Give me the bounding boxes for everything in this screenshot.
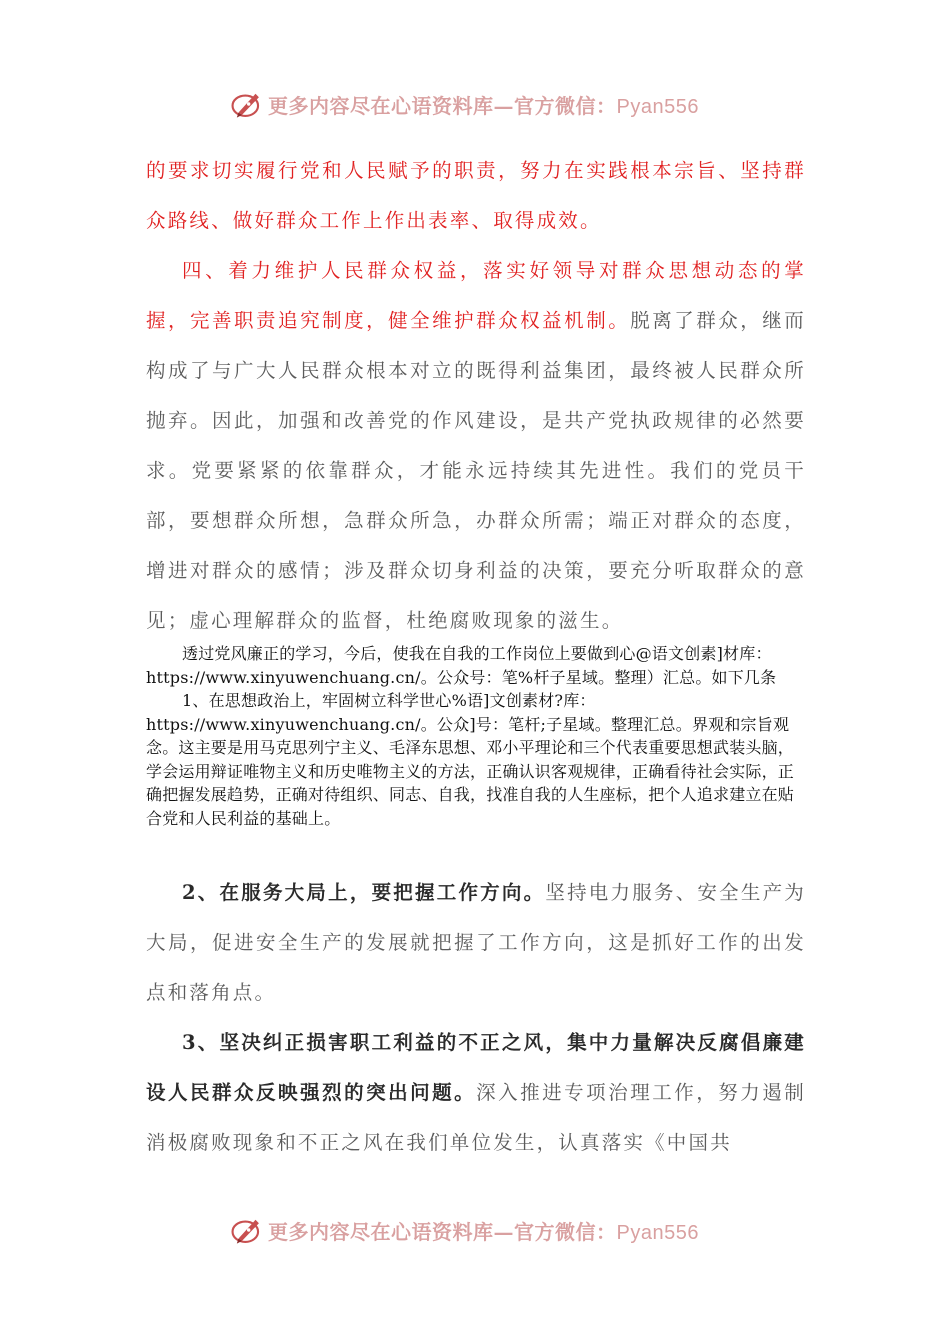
header-banner [230,84,750,124]
study-section [146,642,806,830]
paragraph-5-heading: 2、在服务大局上，要把握工作方向。 [182,881,546,904]
paragraph-2-body: 脱离了群众，继而构成了与广大人民群众根本对立的既得利益集团，最终被人民群众所抛弃。因此，加强和改善党的作风建设，是共产党执政规律的必然要求。党要紧紧的依靠群众，才能永远持续其先进性。我们的党员干部，要想群众所想，急群众所急，办群众所需；端正对群众的态度，增进对群众的感情；涉及群众切身利益的决策，要充分听取群众的意见；虚心理解群众的监督，杜绝腐败现象的滋生。 [146,309,806,632]
paragraph-5-body: 坚持电力服务、安全生产为大局，促进安全生产的发展就把握了工作方向，这是抓好工作的出发点和落角点。 [146,881,807,1004]
pen-nib-icon [230,1213,264,1247]
paragraph-4: 1、在思想政治上，牢固树立科学世心%语]文创素材?库：https://www.xinyuwenchuang.cn/。公众]号：笔杆;子星域。整理汇总。界观和宗旨观念。这主要是用马克思列宁主义、毛泽东思想、邓小平理论和三个代表重要思想武装头脑，学会运用辩证唯物主义和历史唯物主义的方法，正确认识客观规律，正确看待社会实际，正确把握发展趋势，正确对待组织、同志、自我，找准自我的人生座标，把个人追求建立在贴合党和人民利益的基础上。 [146,691,795,828]
paragraph-6-heading: 3、坚决纠正损害职工利益的不正之风，集中力量解决反腐倡廉建设人民群众反映强烈的突出问题。 [146,1031,806,1104]
pen-nib-icon [230,87,264,121]
banner-account: Pyan556 [616,95,699,118]
paragraph-5 [146,868,806,1018]
paragraph-2-heading: 四、着力维护人民群众权益，落实好领导对群众思想动态的掌握，完善职责追究制度，健全维护群众权益机制。 [146,259,806,332]
document-body [146,146,806,646]
footer-banner [230,1210,750,1250]
paragraph-2 [146,246,806,646]
banner-text: 更多内容尽在心语资料库—官方微信：Pyan556 [268,93,699,118]
paragraph-3: 透过党风廉正的学习，今后，使我在自我的工作岗位上要做到心@语文创素]材库：https://www.xinyuwenchuang.cn/。公众号：笔%杆子星域。整理）汇总。如下几条 [146,644,777,687]
points-section [146,868,806,1168]
paragraph-1: 的要求切实履行党和人民赋予的职责，努力在实践根本宗旨、坚持群众路线、做好群众工作上作出表率、取得成效。 [146,159,806,232]
paragraph-6-body: 深入推进专项治理工作，努力遏制消极腐败现象和不正之风在我们单位发生，认真落实《中国共 [146,1081,806,1154]
banner-text: 更多内容尽在心语资料库—官方微信：Pyan556 [268,1219,699,1244]
paragraph-6 [146,1018,806,1168]
banner-account: Pyan556 [616,1221,699,1244]
